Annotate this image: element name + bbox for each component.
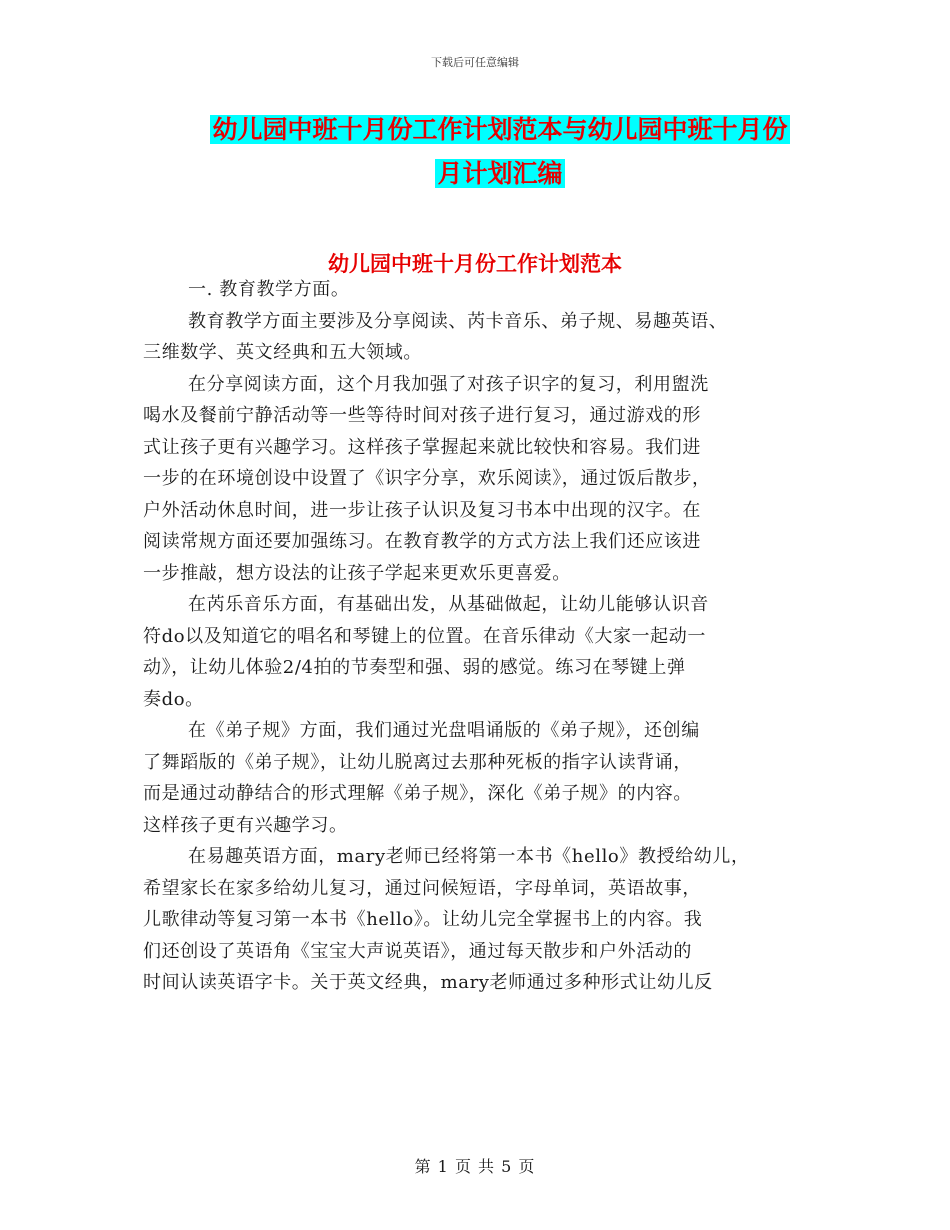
document-title-line-1: 幼儿园中班十月份工作计划范本与幼儿园中班十月份 [212,115,788,144]
section-heading: 幼儿园中班十月份工作计划范本 [328,252,622,276]
body-line-19: 在易趣英语方面，mary老师已经将第一本书《hello》教授给幼儿， [188,846,750,867]
body-line-7: 一步的在环境创设中设置了《识字分享，欢乐阅读》，通过饭后散步， [143,468,711,489]
body-line-13: 动》，让幼儿体验2/4拍的节奏型和强、弱的感觉。练习在琴键上弹 [143,657,686,678]
page-number-footer: 第 1 页 共 5 页 [414,1157,536,1176]
body-line-2: 教育教学方面主要涉及分享阅读、芮卡音乐、弟子规、易趣英语、 [188,310,728,332]
body-text [143,274,823,999]
body-line-10: 一步推敲，想方设法的让孩子学起来更欢乐更喜爱。 [143,562,571,584]
body-line-5: 喝水及餐前宁静活动等一些等待时间对孩子进行复习，通过游戏的形 [143,405,701,426]
body-line-15: 在《弟子规》方面，我们通过光盘唱诵版的《弟子规》，还创编 [188,720,700,741]
body-line-3: 三维数学、英文经典和五大领域。 [143,342,422,363]
document-title-line-2: 月计划汇编 [437,159,563,188]
body-line-11: 在芮乐音乐方面，有基础出发，从基础做起，让幼儿能够认识音 [188,594,709,615]
body-line-23: 时间认读英语字卡。关于英文经典，mary老师通过多种形式让幼儿反 [143,972,713,993]
body-line-8: 户外活动休息时间，进一步让孩子认识及复习书本中出现的汉字。在 [143,499,701,521]
body-line-14: 奏do。 [143,688,204,710]
body-line-4: 在分享阅读方面，这个月我加强了对孩子识字的复习，利用盥洗 [188,373,709,395]
body-line-17: 而是通过动静结合的形式理解《弟子规》，深化《弟子规》的内容。 [143,783,692,804]
page-header-note: 下载后可任意编辑 [431,56,519,69]
body-line-12: 符do以及知道它的唱名和琴键上的位置。在音乐律动《大家一起动一 [143,625,706,647]
body-line-6: 式让孩子更有兴趣学习。这样孩子掌握起来就比较快和容易。我们进 [143,436,701,458]
body-line-1: 一. 教育教学方面。 [188,279,350,300]
body-line-9: 阅读常规方面还要加强练习。在教育教学的方式方法上我们还应该进 [143,531,701,552]
body-line-21: 儿歌律动等复习第一本书《hello》。让幼儿完全掌握书上的内容。我 [143,909,703,930]
body-line-20: 希望家长在家多给幼儿复习，通过问候短语，字母单词，英语故事， [143,877,701,899]
body-line-22: 们还创设了英语角《宝宝大声说英语》，通过每天散步和户外活动的 [143,940,692,962]
document-title [190,108,810,196]
body-line-16: 了舞蹈版的《弟子规》，让幼儿脱离过去那种死板的指字认读背诵， [143,751,692,773]
body-line-18: 这样孩子更有兴趣学习。 [143,814,348,836]
